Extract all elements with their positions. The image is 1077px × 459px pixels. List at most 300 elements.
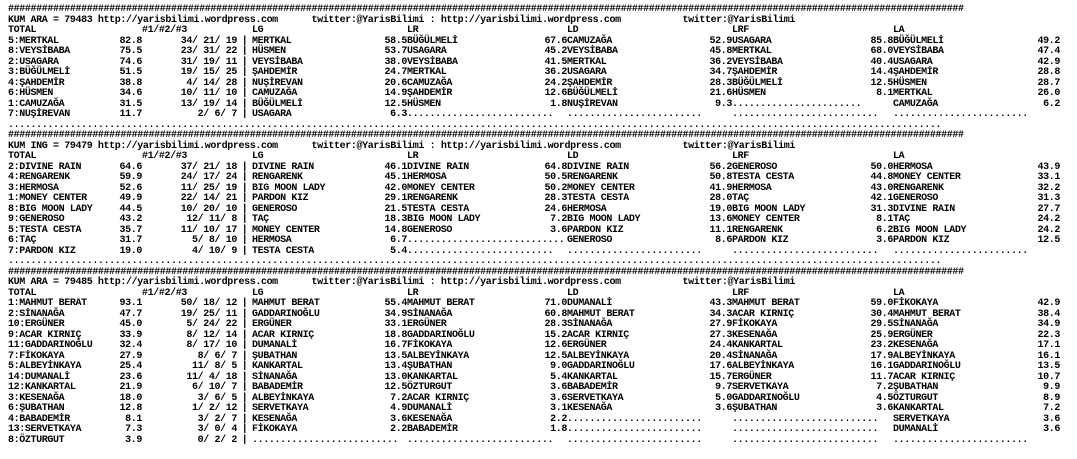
column-divider: |: [241, 56, 248, 68]
lrf-name: MERTKAL: [732, 46, 772, 57]
lr-score: 15.2: [544, 329, 567, 341]
horse-name: 6:HÜSMEN: [8, 88, 53, 99]
column-divider: |: [241, 182, 248, 194]
placings: 8/ 6/ 7: [197, 350, 237, 362]
lr-score: 24.6: [544, 203, 567, 215]
horse-name: 11:GADDARINOĞLU: [8, 340, 93, 351]
placings: 0/ 2/ 2: [197, 434, 237, 446]
column-header: #1/#2/#3: [142, 287, 187, 299]
total-score: 44.5: [119, 203, 142, 215]
horse-name: 3:BÜĞÜLMELİ: [8, 67, 70, 78]
lg-score: 34.9: [384, 308, 407, 320]
ld-score: 9.3: [715, 98, 732, 110]
la-score: 28.7: [1037, 77, 1060, 89]
ld-score: 17.6: [709, 361, 732, 372]
lg-name: ŞUBATHAN: [252, 350, 297, 362]
la-score: 10.7: [1037, 371, 1060, 383]
lg-name: ERGÜNER: [252, 319, 292, 330]
la-name: VEYSİBABA: [893, 46, 944, 57]
la-score: 28.8: [1037, 67, 1060, 78]
lrf-score: 12.5: [870, 77, 893, 89]
lr-score: 3.6: [550, 382, 567, 393]
column-divider: |: [241, 46, 248, 57]
total-score: 75.5: [119, 46, 142, 57]
lg-name: RENGARENK: [252, 172, 303, 183]
lr-name: GADDARINOĞLU: [407, 329, 475, 341]
lr-name: ACAR KIRNIÇ: [407, 392, 469, 404]
total-score: 49.9: [119, 193, 142, 204]
lr-score: 3.1: [550, 403, 567, 414]
lr-score: 24.2: [544, 77, 567, 89]
ld-score: 11.1: [709, 224, 732, 236]
ld-name: SİNANAĞA: [567, 319, 612, 330]
placings: 50/ 18/ 12: [180, 298, 237, 309]
column-divider: |: [241, 371, 248, 383]
column-divider: |: [241, 67, 248, 78]
lg-score: 21.5: [384, 203, 407, 215]
horse-name: 8:VEYSİBABA: [8, 46, 70, 57]
results-sheet: [8, 5, 1070, 446]
lg-score: 14.9: [384, 88, 407, 99]
lr-score: 9.0: [550, 361, 567, 372]
lg-score: 20.6: [384, 77, 407, 89]
column-divider: |: [241, 35, 248, 47]
lrf-name: KANKARTAL: [732, 340, 783, 351]
ld-name: ALBEYİNKAYA: [567, 350, 629, 362]
lr-score: 3.6: [550, 392, 567, 404]
la-name: ........................: [893, 245, 1028, 257]
la-name: ........................: [893, 434, 1028, 446]
lrf-name: BIG MOON LADY: [732, 203, 806, 215]
table-row: [8, 436, 1070, 447]
lr-name: ............................: [407, 235, 565, 246]
lr-name: TESTA CESTA: [407, 203, 469, 215]
lg-score: 55.4: [384, 298, 407, 309]
lg-score: 46.1: [384, 161, 407, 173]
dotted-line: ......................................................................................................................................................................: [8, 256, 942, 267]
la-score: 26.0: [1037, 88, 1060, 99]
total-score: 51.5: [119, 67, 142, 78]
column-divider: |: [241, 350, 248, 362]
lr-name: BIG MOON LADY: [407, 214, 481, 225]
placings: 8/ 12/ 14: [186, 329, 237, 341]
column-divider: |: [241, 329, 248, 341]
horse-name: 1:MONEY CENTER: [8, 193, 87, 204]
lg-score: 12.5: [384, 382, 407, 393]
ld-score: 36.2: [709, 56, 732, 68]
lg-score: 4.9: [390, 403, 407, 414]
ld-score: 43.3: [709, 298, 732, 309]
lg-name: MAHMUT BERAT: [252, 298, 320, 309]
lrf-name: GADDARINOĞLU: [732, 392, 800, 404]
lr-score: 50.2: [544, 182, 567, 194]
lr-name: SİNANAĞA: [407, 308, 452, 320]
placings: 23/ 31/ 22: [180, 46, 237, 57]
la-score: 34.9: [1037, 319, 1060, 330]
ld-score: 19.0: [709, 203, 732, 215]
ld-score: 15.7: [709, 371, 732, 383]
la-name: ALBEYİNKAYA: [893, 350, 955, 362]
placings: 11/ 4/ 18: [186, 371, 237, 383]
horse-name: 9:ACAR KIRNIÇ: [8, 329, 82, 341]
la-score: 6.2: [1043, 98, 1060, 110]
la-score: 12.5: [1037, 235, 1060, 246]
column-header: LR: [407, 151, 419, 162]
lrf-name: HERMOSA: [732, 182, 772, 194]
lr-score: 36.2: [544, 67, 567, 78]
lrf-name: SERVETKAYA: [732, 382, 789, 393]
placings: 11/ 8/ 5: [192, 361, 237, 372]
placings: 12/ 11/ 8: [186, 214, 237, 225]
la-score: 8.9: [1043, 392, 1060, 404]
horse-name: 3:KESENAĞA: [8, 392, 65, 404]
horse-name: 3:HERMOSA: [8, 182, 59, 194]
lg-score: 6.3: [390, 109, 407, 120]
lr-name: MERTKAL: [407, 67, 447, 78]
lg-name: PARDON KIZ: [252, 193, 309, 204]
lr-score: 60.8: [544, 308, 567, 320]
la-name: MERTKAL: [893, 88, 933, 99]
la-name: FİKOKAYA: [893, 298, 938, 309]
total-score: 8.1: [125, 413, 142, 425]
table-row: [8, 383, 1070, 394]
lr-name: KANKARTAL: [407, 371, 458, 383]
ld-name: ŞAHDEMİR: [567, 77, 612, 89]
column-divider: |: [241, 245, 248, 257]
lrf-name: FİKOKAYA: [732, 319, 777, 330]
ld-score: 56.2: [709, 161, 732, 173]
lr-name: HERMOSA: [407, 172, 447, 183]
lr-score: 64.8: [544, 161, 567, 173]
column-header: LRF: [732, 287, 749, 299]
lg-name: GADDARINOĞLU: [252, 308, 320, 320]
ld-name: GADDARINOĞLU: [567, 361, 635, 372]
separator-line: ##########################################################################################################################################################################: [8, 130, 964, 141]
placings: 11/ 10/ 17: [180, 224, 237, 236]
la-score: 47.4: [1037, 46, 1060, 57]
total-score: 59.9: [119, 172, 142, 183]
lrf-name: USAGARA: [732, 35, 772, 47]
total-score: 47.7: [119, 308, 142, 320]
column-divider: |: [241, 308, 248, 320]
lr-name: KESENAĞA: [407, 413, 452, 425]
placings: 3/ 6/ 5: [197, 392, 237, 404]
horse-name: 5:MERTKAL: [8, 35, 59, 47]
column-divider: |: [241, 382, 248, 393]
la-name: ACAR KIRNIÇ: [893, 371, 955, 383]
table-row: [8, 404, 1070, 415]
la-score: 27.7: [1037, 203, 1060, 215]
la-score: 7.2: [1043, 403, 1060, 414]
lrf-score: 25.9: [870, 329, 893, 341]
horse-name: 6:TAÇ: [8, 235, 37, 246]
la-name: MAHMUT BERAT: [893, 308, 961, 320]
lr-name: CAMUZAĞA: [407, 77, 452, 89]
ld-score: 5.0: [715, 392, 732, 404]
la-score: 32.2: [1037, 182, 1060, 194]
total-score: 82.8: [119, 35, 142, 47]
la-score: 43.9: [1037, 161, 1060, 173]
horse-name: 6:ŞUBATHAN: [8, 403, 65, 414]
lg-score: 12.5: [384, 98, 407, 110]
separator-line: ##########################################################################################################################################################################: [8, 4, 964, 15]
total-score: 64.6: [119, 161, 142, 173]
column-header: #1/#2/#3: [142, 151, 187, 162]
lrf-name: BÜĞÜLMELİ: [732, 77, 783, 89]
horse-name: 5:ALBEYİNKAYA: [8, 361, 82, 372]
lg-score: 24.7: [384, 67, 407, 78]
lg-score: 13.0: [384, 371, 407, 383]
placings: 31/ 19/ 11: [180, 56, 237, 68]
column-header: LD: [567, 151, 579, 162]
placings: 37/ 21/ 18: [180, 161, 237, 173]
lrf-score: 4.5: [876, 392, 893, 404]
lr-score: 1.8: [550, 424, 567, 435]
lrf-score: 40.4: [870, 56, 893, 68]
lrf-name: KESENAĞA: [732, 329, 777, 341]
lrf-name: GENEROSO: [732, 161, 777, 173]
lrf-name: ..........................: [732, 413, 879, 425]
column-header: LG: [252, 25, 264, 36]
lr-score: 3.6: [550, 224, 567, 236]
la-name: HÜSMEN: [893, 77, 927, 89]
ld-name: KESENAĞA: [567, 403, 612, 414]
total-score: 23.6: [119, 371, 142, 383]
placings: 34/ 21/ 19: [180, 35, 237, 47]
la-score: 3.6: [1043, 424, 1060, 435]
placings: 1/ 2/ 12: [192, 403, 237, 414]
placings: 2/ 6/ 7: [197, 109, 237, 120]
lrf-score: 7.2: [876, 382, 893, 393]
lrf-name: TESTA CESTA: [732, 172, 794, 183]
column-divider: |: [241, 434, 248, 446]
lg-name: ŞAHDEMİR: [252, 67, 297, 78]
lrf-score: 50.0: [870, 161, 893, 173]
la-name: HERMOSA: [893, 161, 933, 173]
la-name: RENGARENK: [893, 182, 944, 194]
la-score: 22.3: [1037, 329, 1060, 341]
lrf-name: ŞUBATHAN: [732, 403, 777, 414]
placings: 8/ 17/ 10: [186, 340, 237, 351]
lg-score: 18.8: [384, 329, 407, 341]
lr-name: DUMANALİ: [407, 403, 452, 414]
lg-score: 58.5: [384, 35, 407, 47]
la-name: BÜĞÜLMELİ: [893, 35, 944, 47]
placings: 10/ 20/ 10: [180, 203, 237, 215]
race-header: KUM ARA = 79485 http://yarisbilimi.wordpress.com twitter:@YarisBilimi : http://yarisbilimi.wordpress.com twitter:@YarisBilimi: [8, 277, 795, 288]
placings: 13/ 19/ 14: [180, 98, 237, 110]
ld-score: 50.8: [709, 172, 732, 183]
ld-name: NUŞİREVAN: [567, 98, 618, 110]
ld-name: ACAR KIRNIÇ: [567, 329, 629, 341]
ld-name: HERMOSA: [567, 203, 607, 215]
lg-score: 16.7: [384, 340, 407, 351]
lg-name: KANKARTAL: [252, 361, 303, 372]
lg-score: 42.0: [384, 182, 407, 194]
lr-score: 12.5: [544, 350, 567, 362]
lr-name: DIVINE RAIN: [407, 161, 469, 173]
column-divider: |: [241, 98, 248, 110]
lr-score: 50.5: [544, 172, 567, 183]
ld-name: TESTA CESTA: [567, 193, 629, 204]
lg-score: 13.4: [384, 361, 407, 372]
la-name: GADDARINOĞLU: [893, 361, 961, 372]
lr-name: ERGÜNER: [407, 319, 447, 330]
ld-score: 21.6: [709, 88, 732, 99]
column-divider: |: [241, 392, 248, 404]
lg-name: HERMOSA: [252, 235, 292, 246]
column-headers: [8, 26, 1070, 37]
column-divider: |: [241, 214, 248, 225]
lrf-score: 17.9: [870, 350, 893, 362]
lrf-score: 29.5: [870, 319, 893, 330]
lrf-score: 3.6: [876, 403, 893, 414]
column-header: TOTAL: [8, 25, 37, 36]
total-score: 32.4: [119, 340, 142, 351]
placings: 10/ 11/ 10: [180, 88, 237, 99]
total-score: 12.8: [119, 403, 142, 414]
lr-score: 7.2: [550, 214, 567, 225]
placings: 4/ 10/ 9: [192, 245, 237, 257]
lg-name: TAÇ: [252, 214, 269, 225]
table-row: [8, 194, 1070, 205]
lg-score: 14.8: [384, 224, 407, 236]
table-row: [8, 110, 1070, 121]
lr-name: ..........................: [407, 109, 554, 120]
lg-name: DIVINE RAIN: [252, 161, 314, 173]
lg-name: CAMUZAĞA: [252, 88, 297, 99]
horse-name: 7:PARDON KIZ: [8, 245, 76, 257]
ld-score: 3.6: [715, 403, 732, 414]
lrf-score: 14.4: [870, 67, 893, 78]
ld-score: 34.7: [709, 67, 732, 78]
lrf-score: 85.8: [870, 35, 893, 47]
horse-name: 13:SERVETKAYA: [8, 424, 82, 435]
ld-score: 45.8: [709, 46, 732, 57]
la-name: CAMUZAĞA: [893, 98, 938, 110]
ld-score: 8.6: [715, 235, 732, 246]
lr-name: ..........................: [407, 245, 554, 257]
ld-name: ........................: [567, 434, 702, 446]
lr-name: MONEY CENTER: [407, 182, 475, 194]
lrf-name: .......................: [732, 98, 862, 110]
lr-score: 5.4: [550, 371, 567, 383]
column-header: #1/#2/#3: [142, 25, 187, 36]
ld-name: ERGÜNER: [567, 340, 607, 351]
placings: 19/ 25/ 11: [180, 308, 237, 320]
placings: 24/ 17/ 24: [180, 172, 237, 183]
column-divider: |: [241, 224, 248, 236]
horse-name: 10:ERGÜNER: [8, 319, 65, 330]
lg-score: 18.3: [384, 214, 407, 225]
ld-name: BÜĞÜLMELİ: [567, 88, 618, 99]
ld-score: 20.4: [709, 350, 732, 362]
lrf-score: 68.0: [870, 46, 893, 57]
lg-score: 29.1: [384, 193, 407, 204]
lg-name: KESENAĞA: [252, 413, 297, 425]
lr-name: USAGARA: [407, 46, 447, 57]
lrf-name: ..........................: [732, 109, 879, 120]
lrf-name: ERGÜNER: [732, 371, 772, 383]
horse-name: 7:FİKOKAYA: [8, 350, 65, 362]
total-score: 45.0: [119, 319, 142, 330]
lrf-name: ..........................: [732, 245, 879, 257]
la-score: 49.2: [1037, 35, 1060, 47]
la-name: KANKARTAL: [893, 403, 944, 414]
lr-score: 1.8: [550, 98, 567, 110]
ld-name: ........................: [567, 413, 702, 425]
horse-name: 2:USAGARA: [8, 56, 59, 68]
total-score: 18.0: [119, 392, 142, 404]
ld-name: ........................: [567, 424, 702, 435]
placings: 5/ 8/ 10: [192, 235, 237, 246]
ld-score: 52.9: [709, 35, 732, 47]
la-score: 42.9: [1037, 56, 1060, 68]
total-score: 11.7: [119, 109, 142, 120]
ld-name: DIVINE RAIN: [567, 161, 629, 173]
lg-name: BIG MOON LADY: [252, 182, 326, 194]
lrf-name: SİNANAĞA: [732, 350, 777, 362]
lrf-score: 30.4: [870, 308, 893, 320]
lr-score: 71.0: [544, 298, 567, 309]
ld-name: ........................: [567, 245, 702, 257]
ld-name: DUMANALİ: [567, 298, 612, 309]
total-score: 3.9: [125, 434, 142, 446]
lr-name: BABADEMİR: [407, 424, 458, 435]
column-header: LRF: [732, 25, 749, 36]
column-divider: |: [241, 340, 248, 351]
lr-score: 28.3: [544, 319, 567, 330]
lg-name: DUMANALİ: [252, 340, 297, 351]
table-row: [8, 320, 1070, 331]
lrf-name: ALBEYİNKAYA: [732, 361, 794, 372]
lg-name: SERVETKAYA: [252, 403, 309, 414]
ld-score: 34.3: [709, 308, 732, 320]
lg-name: TESTA CESTA: [252, 245, 314, 257]
ld-name: KANKARTAL: [567, 371, 618, 383]
lrf-name: VEYSİBABA: [732, 56, 783, 68]
lrf-score: 43.0: [870, 182, 893, 194]
placings: 5/ 24/ 22: [186, 319, 237, 330]
lrf-score: 31.3: [870, 203, 893, 215]
column-divider: |: [241, 424, 248, 435]
lrf-score: 3.6: [876, 235, 893, 246]
lg-score: 45.1: [384, 172, 407, 183]
ld-score: 28.0: [709, 193, 732, 204]
lg-score: 7.2: [390, 392, 407, 404]
la-score: 31.3: [1037, 193, 1060, 204]
ld-name: GENEROSO: [567, 235, 612, 246]
la-name: PARDON KIZ: [893, 235, 950, 246]
column-header: LR: [407, 287, 419, 299]
lrf-score: 8.1: [876, 88, 893, 99]
total-score: 21.9: [119, 382, 142, 393]
ld-name: BABADEMİR: [567, 382, 618, 393]
table-row: [8, 89, 1070, 100]
horse-name: 12:KANKARTAL: [8, 382, 76, 393]
lg-name: NUŞİREVAN: [252, 77, 303, 89]
total-score: 93.1: [119, 298, 142, 309]
lg-name: BÜĞÜLMELİ: [252, 98, 303, 110]
total-score: 43.2: [119, 214, 142, 225]
lr-score: 67.6: [544, 35, 567, 47]
total-score: 74.6: [119, 56, 142, 68]
column-divider: |: [241, 403, 248, 414]
lg-score: 38.0: [384, 56, 407, 68]
table-row: [8, 47, 1070, 58]
lrf-score: 44.8: [870, 172, 893, 183]
horse-name: 2:SİNANAĞA: [8, 308, 65, 320]
